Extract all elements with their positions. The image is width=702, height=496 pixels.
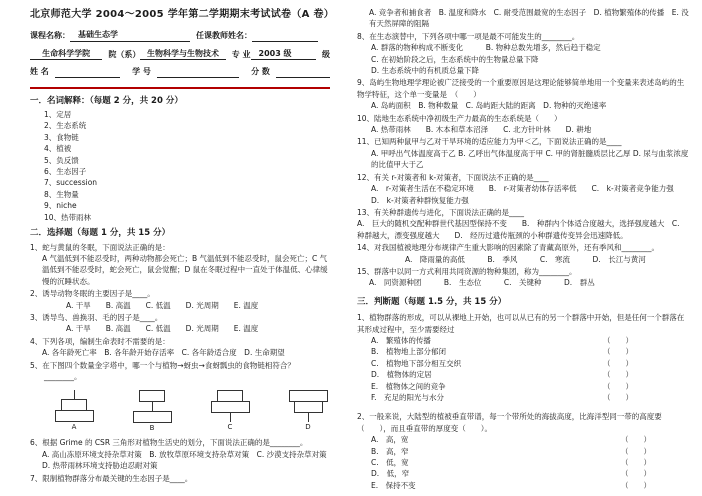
answer-paren: （ ） xyxy=(621,435,651,445)
pyramid-d-stick xyxy=(308,413,309,422)
question-11-stem: 11、已知两种鼠甲与乙对干旱环境的适应能力为甲＜乙，下面说法正确的是____ xyxy=(357,137,622,147)
judge-option-text: D. 低，窄 xyxy=(371,469,410,479)
judge-question-1-options xyxy=(357,335,689,403)
score-label: 分 数 xyxy=(251,67,270,77)
major-label: 专 业 xyxy=(231,49,251,59)
answer-paren: （ ） xyxy=(603,381,633,391)
pyramid-b xyxy=(130,390,174,433)
answer-paren: （ ） xyxy=(603,370,633,380)
question-7-options: A. 竞争者和捕食者 B. 温度和降水 C. 耐受范围最宽的生态因子 D. 植物繁殖体的传播 E. 没有天然屏障的阻隔 xyxy=(369,8,689,29)
question-8-options-ab: A. 群落的物种构成不断变化 B. 物种总数先增多，然后趋于稳定 xyxy=(371,43,601,53)
judge-option-text: E. 保持不变 xyxy=(371,480,416,490)
judge-option-text: E. 植物体之间的竞争 xyxy=(371,381,446,391)
judge-option-text: B. 植物地上部分郁闭 xyxy=(371,347,447,357)
question-8-option-d: D. 生态系统中的有机质总量下降 xyxy=(371,66,480,76)
pyramid-b-bottom-box xyxy=(133,411,172,423)
term-item: 8、生物量 xyxy=(44,189,79,199)
pyramid-b-stick xyxy=(152,402,153,411)
student-id-blank xyxy=(157,68,239,78)
right-column xyxy=(357,0,689,491)
term-item: 10、热带雨林 xyxy=(44,212,92,222)
question-15-stem: 15、群落中以同一方式利用共同资源的物种集团，称为________。 xyxy=(357,266,577,276)
judge-option-row xyxy=(357,434,689,445)
term-item: 9、niche xyxy=(44,201,77,211)
name-label: 姓 名 xyxy=(30,67,49,77)
terms-list xyxy=(30,109,330,223)
question-1-options: A 气温低到不能忍受时，两种动物都会死亡；B 气温低到不能忍受时，鼠会死亡；C 气温低到不能忍受时，蛇会死亡，鼠会觉醒；D 鼠在冬眠过程中一直处于体温低、心律缓慢的沉睡状态。 xyxy=(42,253,328,286)
question-13-options: A. 巨大的随机交配种群世代基因型保持不变 B. 种群内个体适合度越大，选择强度越大 C. 种群越大，漂变强度越大 D. 经历过遗传瓶颈的小种群遗传变异会迅速降低。 xyxy=(357,219,688,240)
judge-option-text: A. 高，宽 xyxy=(371,435,409,445)
judge-option-text: F. 充足的阳光与水分 xyxy=(371,393,444,402)
term-item: 5、负反馈 xyxy=(44,155,79,165)
section-terms-heading: 一．名词解释：（每题 2 分，共 20 分） xyxy=(30,95,183,106)
question-2-stem: 2、诱导动物冬眠的主要因子是____。 xyxy=(30,289,155,299)
judge-question-1-stem: 1、植物群落的形成，可以从裸地上开始，也可以从已有的另一个群落中开始，但是任何一个群落在其形成过程中，至少需要经过 xyxy=(357,313,685,334)
pyramid-d xyxy=(286,390,330,433)
teacher-name-blank xyxy=(252,32,318,42)
pyramid-c xyxy=(208,390,252,433)
college-value: 生命科学学院 xyxy=(30,48,102,60)
header-row-course xyxy=(30,29,330,41)
question-14-options: A. 降雨量的高低 B. 季风 C. 寒流 D. 长江与黄河 xyxy=(405,254,646,264)
red-divider xyxy=(30,87,330,89)
question-9-stem: 9、岛屿生物地理学理论被广泛接受的一个重要原因是这理论能够简单地用一个变量来表述岛屿的生物学特征，这个单一变量是 （ ） xyxy=(357,78,685,99)
header-row-name xyxy=(30,66,330,77)
question-10-options: A. 热带雨林 B. 木本和草本沼泽 C. 北方针叶林 D. 耕地 xyxy=(371,125,592,135)
question-15-options: A. 同资源种团 B. 生态位 C. 关键种 D. 群丛 xyxy=(369,278,595,288)
name-blank xyxy=(55,68,120,78)
page-title: 北京师范大学 2004～2005 学年第二学期期末考试试卷（A 卷） xyxy=(30,9,335,20)
question-9-options: A. 岛屿面积 B. 物种数量 C. 岛屿距大陆的距离 D. 物种的灭绝速率 xyxy=(371,101,607,111)
judge-option-row xyxy=(357,446,689,457)
dept-label: 院（系） xyxy=(108,49,141,59)
judge-option-row xyxy=(357,392,689,403)
judge-option-row xyxy=(357,346,689,357)
term-item: 3、食物链 xyxy=(44,132,79,142)
question-3-options: A. 干旱 B. 高温 C. 低温 D. 光周期 E. 温度 xyxy=(66,324,259,334)
section-choice-heading: 二．选择题（每题 1 分，共 15 分） xyxy=(30,228,171,239)
question-13-stem: 13、有关种群遗传与进化，下面说法正确的是____ xyxy=(357,207,525,217)
question-8-option-c: C. 在初始阶段之后，生态系统中的生物量总量下降 xyxy=(371,54,539,64)
judge-option-row xyxy=(357,381,689,392)
judge-option-row xyxy=(357,468,689,479)
question-14-stem: 14、对我国植被地理分布规律产生重大影响的因素除了青藏高原外，还有季风和________。 xyxy=(357,243,660,253)
question-7-stem: 7、限制植物群落分布最关键的生态因子是____。 xyxy=(30,473,193,483)
score-blank xyxy=(276,68,330,78)
judge-option-row xyxy=(357,369,689,380)
answer-paren: （ ） xyxy=(603,347,633,357)
judge-option-text: A. 繁殖体的传播 xyxy=(371,335,431,345)
judge-option-text: D. 植物体的定居 xyxy=(371,370,432,380)
question-5-stem: 5、在下图四个数量金字塔中，哪一个与植物→蚜虫→食蚜瓢虫的食物链相符合？ xyxy=(30,360,295,370)
answer-paren: （ ） xyxy=(603,335,633,345)
judge-question-2-stem: 2、一般来说，大陆型的植被垂直带谱，每一个带所处的海拔高度，比海洋型同一带的高度要（ ），而且垂直带的厚度变（ ）。 xyxy=(357,412,662,433)
question-12-options: A. r-对策者生活在不稳定环境 B. r-对策者幼体存活率低 C. k-对策者竞争能力强 D. k-对策者种群恢复能力强 xyxy=(371,184,689,205)
judge-option-row xyxy=(357,480,689,491)
pyramid-c-label: C xyxy=(227,423,233,432)
question-3-stem: 3、诱导鸟、兽换羽、毛的因子是____。 xyxy=(30,312,163,322)
header-row-college xyxy=(30,48,330,60)
course-name-label: 课程名称： xyxy=(30,31,70,41)
term-item: 1、定居 xyxy=(44,110,72,120)
judge-question-2-options xyxy=(357,434,689,491)
question-6-stem: 6、根据 Grime 的 CSR 三角形对植物生活史的划分，下面说法正确的是________。 xyxy=(30,438,308,448)
question-6-options: A. 高山冻原环境支持杂草对策 B. 放牧草原环境支持杂草对策 C. 沙漠支持杂草对策 D. 热带雨林环境支持胁迫忍耐对策 xyxy=(42,449,335,471)
term-item: 6、生态因子 xyxy=(44,167,87,177)
term-item: 7、succession xyxy=(44,178,98,188)
section-judge-heading: 三．判断题（每题 1.5 分，共 15 分） xyxy=(357,296,507,307)
pyramid-b-label: B xyxy=(149,424,155,433)
pyramid-c-bottom-box xyxy=(211,401,250,413)
answer-paren: （ ） xyxy=(603,358,633,368)
judge-option-row xyxy=(357,335,689,346)
judge-option-row xyxy=(357,358,689,369)
student-id-label: 学 号 xyxy=(132,67,151,77)
pyramid-a-bottom-box xyxy=(55,410,94,422)
major-value: 2003 级 xyxy=(251,48,317,60)
question-5-answer-blank: ________。 xyxy=(44,371,82,381)
answer-paren: （ ） xyxy=(621,458,651,468)
question-12-stem: 12、有关 r-对策者和 k-对策者，下面说法不正确的是____ xyxy=(357,172,549,182)
judge-option-text: B. 高，窄 xyxy=(371,446,409,456)
answer-paren: （ ） xyxy=(621,446,651,456)
judge-option-text: C. 植物地下部分相互交织 xyxy=(371,358,462,368)
answer-paren: （ ） xyxy=(603,393,633,402)
question-8-stem: 8、在生态演替中，下列各项中哪一项是最不可能发生的________。 xyxy=(357,31,580,41)
teacher-name-label: 任课教师姓名： xyxy=(196,31,252,41)
pyramid-c-stick xyxy=(230,413,231,422)
judge-option-row xyxy=(357,457,689,468)
left-column xyxy=(30,0,335,484)
question-1-stem: 1、蛇与黄鼠的冬眠，下面说法正确的是： xyxy=(30,242,170,252)
pyramid-a-label: A xyxy=(71,423,77,432)
question-11-options: A. 甲呼出气体温度高于乙 B. 乙呼出气体温度高于甲 C. 甲的肾脏髓质层比乙厚 D. 尿与血浆浓度的比值甲大于乙 xyxy=(371,148,689,170)
class-suffix-label: 级 xyxy=(322,49,331,59)
answer-paren: （ ） xyxy=(621,480,651,490)
term-item: 4、植被 xyxy=(44,144,72,154)
pyramid-a xyxy=(52,390,96,433)
pyramid-b-top-box xyxy=(139,390,165,402)
term-item: 2、生态系统 xyxy=(44,121,87,131)
question-2-options: A. 干旱 B. 高温 C. 低温 D. 光周期 E. 温度 xyxy=(66,300,259,310)
pyramid-d-label: D xyxy=(305,423,311,432)
dept-value: 生物科学与生物技术 xyxy=(140,48,225,60)
pyramid-figure xyxy=(30,382,330,436)
course-name-value: 基础生态学 xyxy=(70,29,190,41)
answer-paren: （ ） xyxy=(621,469,651,479)
question-4-options: A. 各年龄死亡率 B. 各年龄开始存活率 C. 各年龄适合度 D. 生命期望 xyxy=(42,348,285,358)
pyramid-d-bottom-box xyxy=(294,401,323,413)
pyramid-a-stick xyxy=(74,390,75,399)
judge-option-text: C. 低，宽 xyxy=(371,458,409,468)
question-4-stem: 4、下列各项，编制生命表时不需要的是： xyxy=(30,336,170,346)
question-10-stem: 10、陆地生态系统中净初级生产力最高的生态系统是（ ） xyxy=(357,113,562,123)
